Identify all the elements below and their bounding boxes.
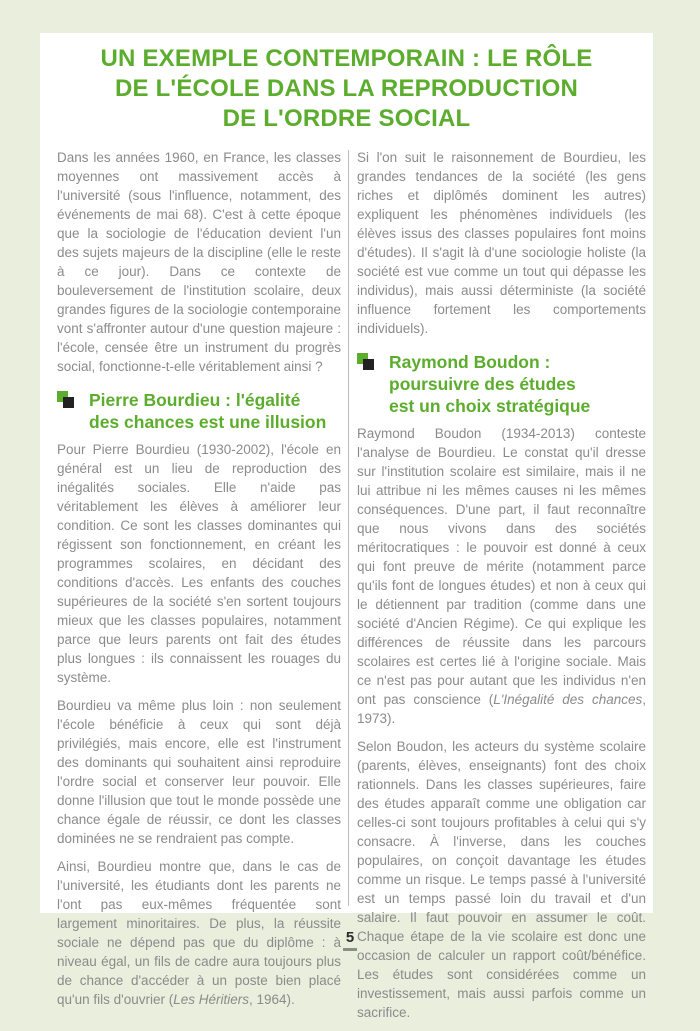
- section-bullet-icon: [57, 391, 75, 409]
- page-title-line-1: UN EXEMPLE CONTEMPORAIN : LE RÔLE: [100, 45, 593, 72]
- book-title-italic: L'Inégalité des chances: [493, 692, 643, 707]
- section-bullet-icon: [357, 353, 375, 371]
- bullet-black-square: [63, 397, 74, 408]
- page-number-underline: [343, 948, 357, 951]
- heading-line: des chances est une illusion: [89, 412, 327, 432]
- bullet-black-square: [363, 359, 374, 370]
- body-paragraph: Bourdieu va même plus loin : non seulement l'école bénéficie à ceux qui sont déjà privilégiés, mais encore, elle est l'instrument des dominants qui souhaitent ainsi reproduire l'ordre social et conserver leur pouvoir. Elle donne l'illusion que tout le monde possède une chance égale de réussir, ce dont les classes dominées ne se rendraient pas compte.: [57, 698, 341, 846]
- column-divider: [348, 150, 349, 906]
- intro-paragraph: Dans les années 1960, en France, les classes moyennes ont massivement accès à l'université (sous l'influence, notamment, des événements de mai 68). C'est à cette époque que la sociologie de l'éducation devient l'un des sujets majeurs de la discipline (elle le reste à ce jour). Dans ce contexte de bouleversement de l'institution scolaire, deux grandes figures de la sociologie contemporaine vont s'affronter autour d'une question majeure : l'école, censée être un instrument du progrès social, fonctionne-t-elle véritablement ainsi ?: [57, 150, 341, 374]
- paragraph-text: , 1973).: [357, 692, 646, 726]
- section-heading-bourdieu: [57, 389, 341, 433]
- heading-line: Pierre Bourdieu : l'égalité: [89, 390, 301, 410]
- heading-line: est un choix stratégique: [389, 396, 591, 416]
- intro-paragraph: Si l'on suit le raisonnement de Bourdieu, les grandes tendances de la société (les gens riches et diplômés dominent les autres) expliquent les phénomènes individuels (les élèves issus des classes populaires font moins d'études). Il s'agit là d'une sociologie holiste (la société est vue comme un tout qui dépasse les individus), mais aussi déterministe (la société influence fortement les comportements individuels).: [357, 150, 646, 336]
- section-heading-boudon: [357, 351, 646, 417]
- heading-line: poursuivre des études: [389, 374, 576, 394]
- paragraph-text: Ainsi, Bourdieu montre que, dans le cas de l'université, les étudiants dont les parents ne l'ont pas eux-mêmes fréquentée sont largement minoritaires. De plus, la réussite sociale ne dépend pas que du diplôme : à niveau égal, un fils de cadre aura toujours plus de chance d'accéder à un poste bien placé qu'un fils d'ouvrier (: [57, 859, 341, 1007]
- body-paragraph: Pour Pierre Bourdieu (1930-2002), l'école en général est un lieu de reproduction des inégalités sociales. Elle n'aide pas véritablement les élèves à améliorer leur condition. Ce sont les classes dominantes qui régissent son fonctionnement, en créant les programmes scolaires, en décidant des conditions d'accès. Les enfants des couches supérieures de la société s'en sortent toujours mieux que les classes populaires, notamment parce que leurs parents ont fait des études plus longues : ils connaissent les rouages du système.: [57, 442, 341, 685]
- page-title-line-2: DE L'ÉCOLE DANS LA REPRODUCTION: [114, 75, 579, 102]
- page-title: [40, 44, 653, 134]
- body-paragraph: [357, 424, 646, 728]
- paragraph-text: , 1964).: [249, 992, 295, 1007]
- body-paragraph: Selon Boudon, les acteurs du système scolaire (parents, élèves, enseignants) font des choix rationnels. Dans les classes supérieures, faire des études apparaît comme une obligation car celles-ci sont toujours profitables à celui qui s'y consacre. À l'inverse, dans les couches populaires, on conçoit davantage les études comme un risque. Le temps passé à l'université est un temps passé loin du travail et d'un salaire. Il faut pouvoir en assumer le coût. Chaque étape de la vie scolaire est donc une occasion de calculer un rapport coût/bénéfice. Les études sont considérées comme un investissement, mais aussi parfois comme un sacrifice.: [357, 739, 646, 1020]
- paragraph-text: Raymond Boudon (1934-2013) conteste l'analyse de Bourdieu. Le constat qu'il dresse sur l'institution scolaire est similaire, mais il ne lui attribue ni les mêmes causes ni les mêmes conséquences. D'une part, il faut reconnaître que nous vivons dans des sociétés méritocratiques : le pouvoir est donné à ceux qui font preuve de mérite (notamment parce qu'ils font de longues études) et non à ceux qui le détiennent par tradition (comme dans une société d'Ancien Régime). Ce qui explique les différences de réussite dans les parcours scolaires est certes lié à l'origine sociale. Mais ce n'est pas pour autant que les individus n'en ont pas conscience (: [357, 426, 646, 707]
- book-title-italic: Les Héritiers: [173, 992, 249, 1007]
- heading-line: Raymond Boudon :: [389, 352, 551, 372]
- left-column: [57, 148, 341, 1018]
- page-number: 5: [345, 929, 355, 946]
- page-footer: [0, 929, 700, 951]
- section-heading-text: [389, 351, 590, 417]
- right-column: [357, 148, 646, 1031]
- page-title-line-3: DE L'ORDRE SOCIAL: [222, 105, 471, 132]
- section-heading-text: [89, 389, 326, 433]
